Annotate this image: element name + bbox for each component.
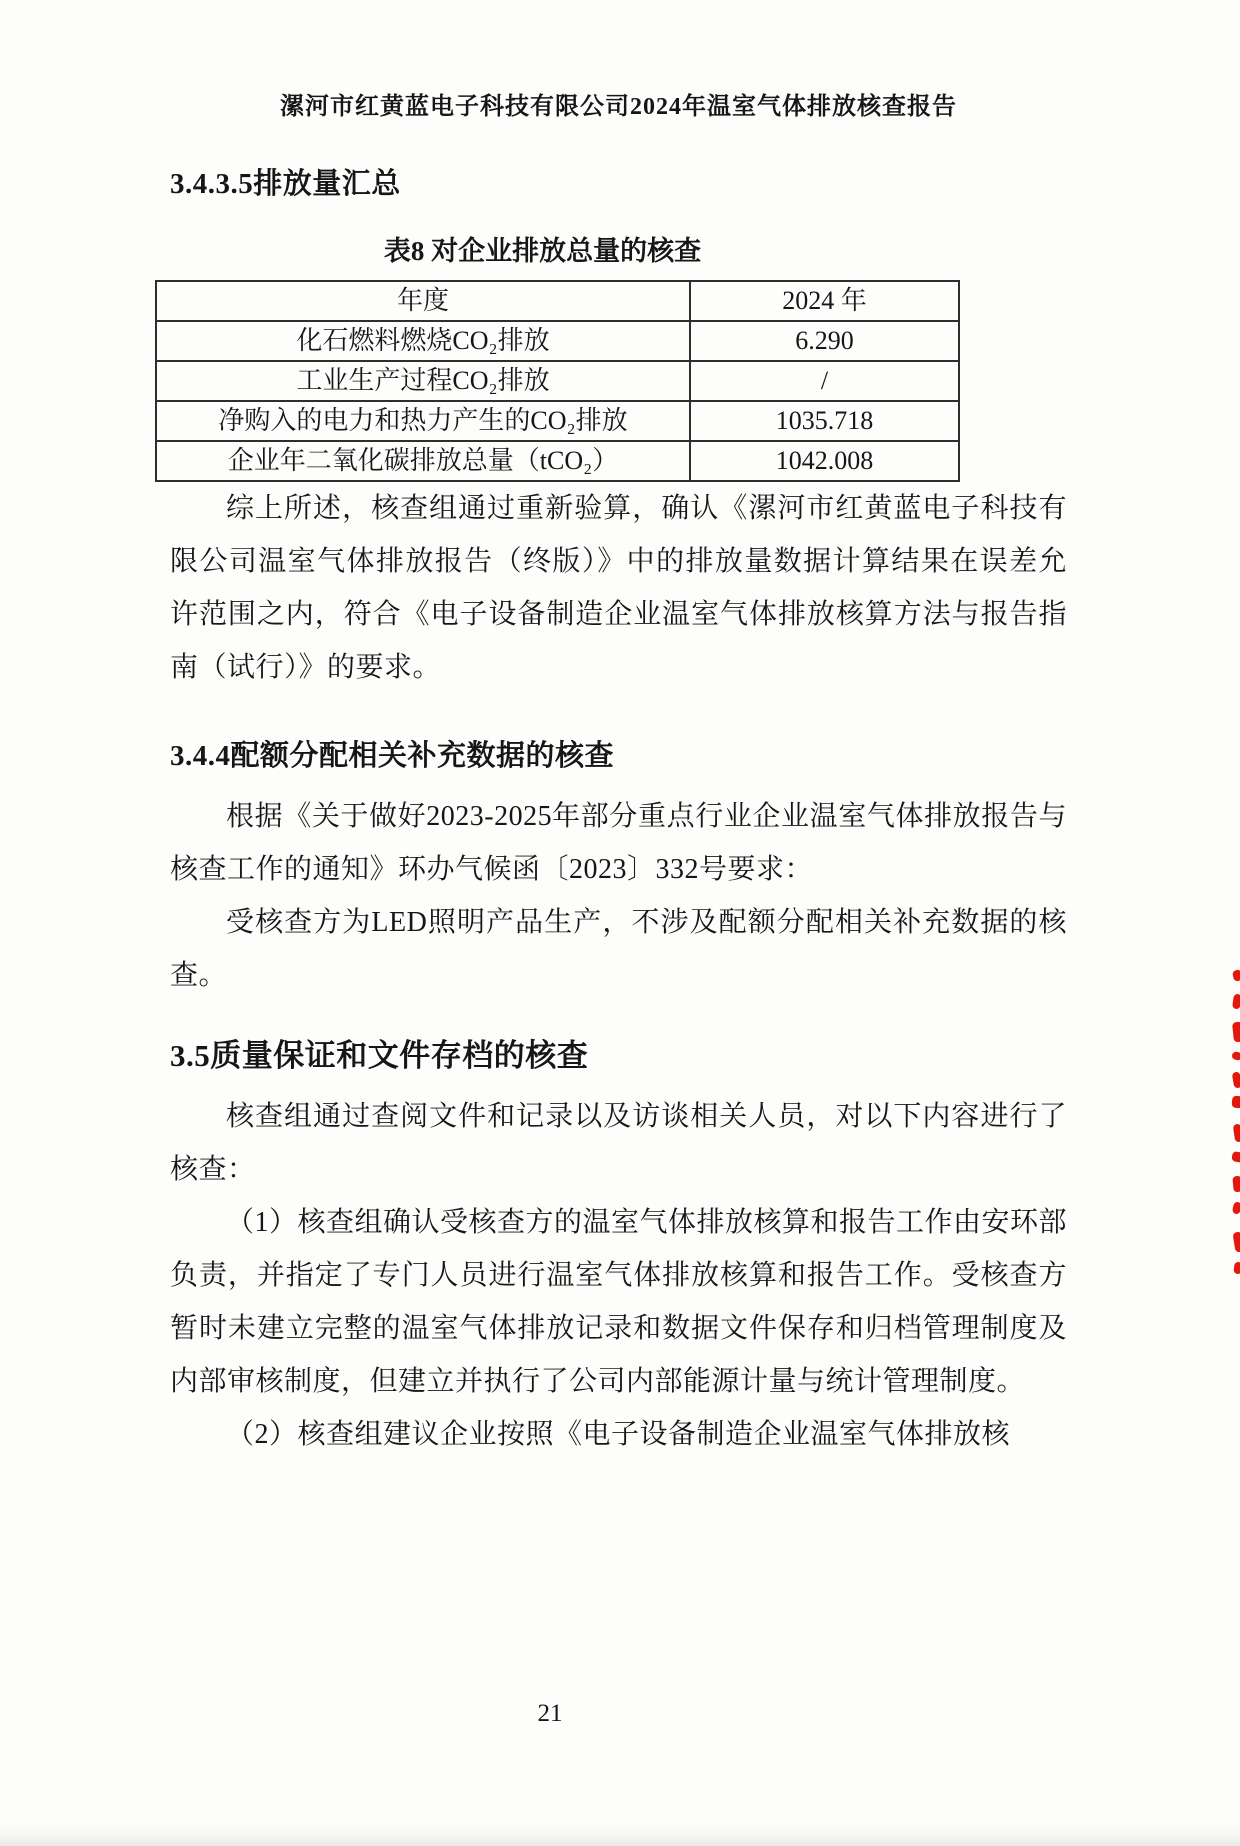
table8-caption: 表8 对企业排放总量的核查 xyxy=(383,236,702,266)
red-ink-mark xyxy=(1231,1151,1240,1163)
table-row xyxy=(156,321,959,361)
red-ink-mark xyxy=(1232,1022,1240,1043)
table-row xyxy=(156,401,959,441)
row-purchased-electricity-heat-label: 净购入的电力和热力产生的CO₂排放 xyxy=(156,401,690,441)
table-header-year-label: 年度 xyxy=(156,281,690,321)
red-ink-mark xyxy=(1232,1231,1240,1252)
quota-conclusion-paragraph: 受核查方为LED照明产品生产，不涉及配额分配相关补充数据的核查。 xyxy=(170,907,1067,991)
qa-item-1-paragraph: （1）核查组确认受核查方的温室气体排放核算和报告工作由安环部负责，并指定了专门人员进行温室气体排放核算和报告工作。受核查方暂时未建立完整的温室气体排放记录和数据文件保存和归档管理制度及内部审核制度，但建立并执行了公司内部能源计量与统计管理制度。 xyxy=(170,1207,1068,1397)
summary-paragraph: 综上所述，核查组通过重新验算，确认《漯河市红黄蓝电子科技有限公司温室气体排放报告（终版）》中的排放量数据计算结果在误差允许范围之内，符合《电子设备制造企业温室气体排放核算方法与报告指南（试行）》的要求。 xyxy=(170,493,1067,683)
red-ink-mark xyxy=(1233,1262,1240,1275)
qa-item-2-paragraph: （2）核查组建议企业按照《电子设备制造企业温室气体排放核 xyxy=(226,1419,1011,1450)
row-purchased-electricity-heat-value: 1035.718 xyxy=(690,401,959,441)
emission-summary-table xyxy=(155,280,960,482)
section-heading-3-4-4: 3.4.4配额分配相关补充数据的核查 xyxy=(170,740,615,772)
quota-basis-paragraph: 根据《关于做好2023-2025年部分重点行业企业温室气体排放报告与核查工作的通知》环办气候函〔2023〕332号要求： xyxy=(170,801,1067,885)
red-ink-mark xyxy=(1232,1071,1240,1088)
row-fossil-fuel-value: 6.290 xyxy=(690,321,959,361)
red-ink-mark xyxy=(1232,969,1240,982)
section-heading-3-4-3-5: 3.4.3.5排放量汇总 xyxy=(170,168,401,200)
document-header-title: 漯河市红黄蓝电子科技有限公司2024年温室气体排放核查报告 xyxy=(280,94,957,120)
page-content xyxy=(170,164,1067,1461)
row-industrial-process-label: 工业生产过程CO₂排放 xyxy=(156,361,690,401)
red-ink-mark xyxy=(1232,994,1240,1010)
section-heading-3-5: 3.5质量保证和文件存档的核查 xyxy=(170,1038,589,1073)
table-header-row xyxy=(156,281,959,321)
table-header-year-value: 2024 年 xyxy=(690,281,959,321)
red-ink-mark xyxy=(1231,1051,1240,1061)
page-number: 21 xyxy=(537,1700,563,1727)
row-total-emissions-label: 企业年二氧化碳排放总量（tCO₂） xyxy=(156,441,690,481)
row-total-emissions-value: 1042.008 xyxy=(690,441,959,481)
row-industrial-process-value: / xyxy=(690,361,959,401)
red-ink-mark xyxy=(1232,1176,1240,1193)
row-fossil-fuel-label: 化石燃料燃烧CO₂排放 xyxy=(156,321,690,361)
table-row xyxy=(156,441,959,481)
table-row xyxy=(156,361,959,401)
scan-noise-strip xyxy=(0,1820,1240,1846)
scanned-report-page xyxy=(0,92,1240,1846)
red-ink-mark xyxy=(1231,1096,1240,1109)
red-ink-edge-artifacts xyxy=(1220,92,1240,1846)
red-ink-mark xyxy=(1233,1124,1240,1143)
red-ink-mark xyxy=(1232,1201,1240,1214)
qa-intro-paragraph: 核查组通过查阅文件和记录以及访谈相关人员，对以下内容进行了核查： xyxy=(170,1101,1067,1185)
